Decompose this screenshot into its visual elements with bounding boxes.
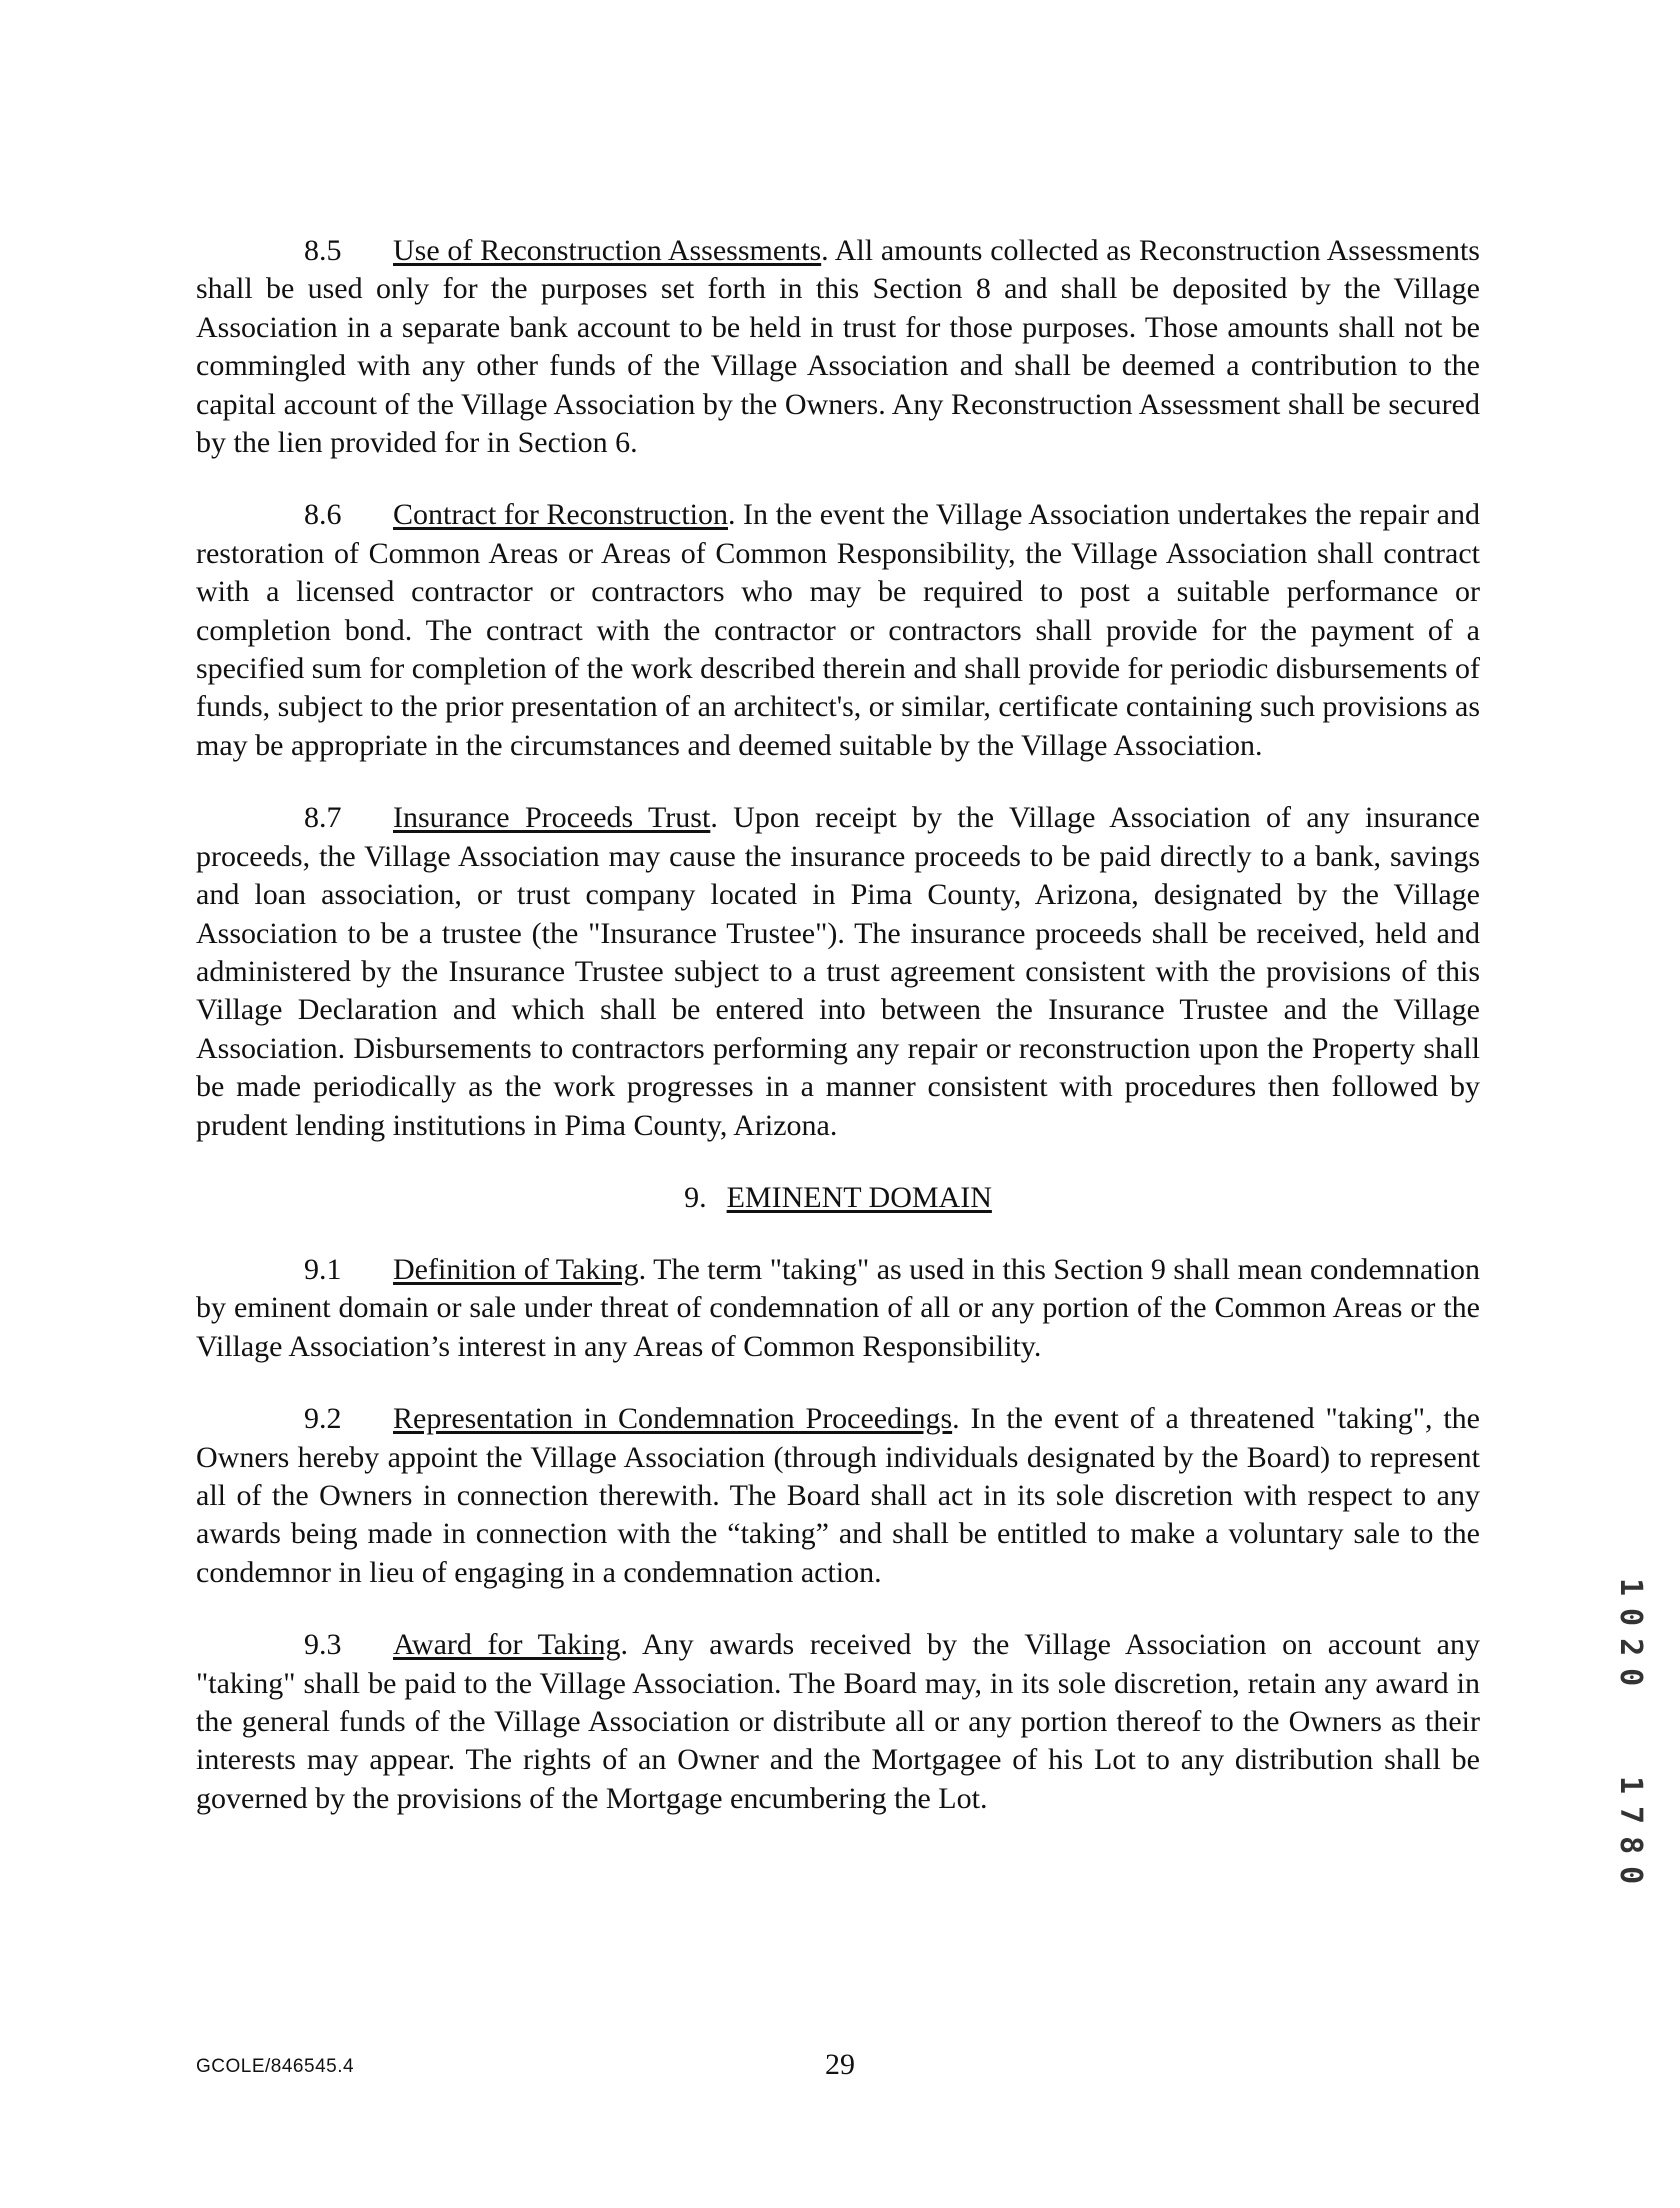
- paragraph-text: . In the event the Village Association undertakes the repair and restoration of Common Areas or Areas of Common Responsibility, the Village Association shall contract with a licensed contractor or contractors who may be required to post a suitable performance or completion bond. The contract with the contractor or contractors shall provide for the payment of a specified sum for completion of the work described therein and shall provide for periodic disbursements of funds, subject to the prior presentation of an architect's, or similar, certificate containing such provisions as may be appropriate in the circumstances and deemed suitable by the Village Association.: [196, 498, 1480, 762]
- margin-stamp-group-1: 1020: [1613, 1578, 1648, 1699]
- paragraph-9-2: [196, 1400, 1480, 1592]
- paragraph-number: 8.5: [304, 234, 342, 267]
- document-body: [196, 232, 1480, 1852]
- paragraph-text: . Any awards received by the Village Association on account any "taking" shall be paid to the Village Association. The Board may, in its sole discretion, retain any award in the general funds of the Village Association or distribute all or any portion thereof to the Owners as their interests may appear. The rights of an Owner and the Mortgagee of his Lot to any distribution shall be governed by the provisions of the Mortgage encumbering the Lot.: [196, 1628, 1481, 1815]
- footer-document-id: GCOLE/846545.4: [196, 2056, 355, 2077]
- paragraph-heading: Award for Taking: [393, 1628, 621, 1662]
- paragraph-number: 8.6: [304, 498, 342, 532]
- paragraph-text: . All amounts collected as Reconstruction Assessments shall be used only for the purposes set forth in this Section 8 and shall be deposited by the Village Association in a separate bank account to be held in trust for those purposes. Those amounts shall not be commingled with any other funds of the Village Association and shall be deemed a contribution to the capital account of the Village Association by the Owners. Any Reconstruction Assessment shall be secured by the lien provided for in Section 6.: [196, 234, 1480, 460]
- paragraph-9-1: [196, 1251, 1480, 1366]
- paragraph-heading: Insurance Proceeds Trust: [393, 801, 711, 835]
- paragraph-number: 9.1: [304, 1252, 342, 1286]
- paragraph-heading: Representation in Condemnation Proceedings: [393, 1402, 953, 1436]
- paragraph-number: 9.2: [304, 1402, 342, 1436]
- paragraph-heading: Contract for Reconstruction: [393, 498, 728, 532]
- paragraph-heading: Definition of Taking: [393, 1252, 639, 1286]
- section-heading-9: [196, 1179, 1480, 1217]
- margin-stamp-group-2: 1780: [1613, 1776, 1648, 1897]
- page-number: 29: [825, 2048, 855, 2081]
- paragraph-8-5: [196, 232, 1480, 462]
- section-number: 9.: [684, 1180, 707, 1214]
- paragraph-text: . Upon receipt by the Village Association of any insurance proceeds, the Village Association may cause the insurance proceeds to be paid directly to a bank, savings and loan association, or trust company located in Pima County, Arizona, designated by the Village Association to be a trustee (the "Insurance Trustee"). The insurance proceeds shall be received, held and administered by the Insurance Trustee subject to a trust agreement consistent with the provisions of this Village Declaration and which shall be entered into between the Insurance Trustee and the Village Association. Disbursements to contractors performing any repair or reconstruction upon the Property shall be made periodically as the work progresses in a manner consistent with procedures then followed by prudent lending institutions in Pima County, Arizona.: [196, 801, 1480, 1142]
- margin-stamp: [1614, 1578, 1654, 1900]
- paragraph-text: . The term "taking" as used in this Section 9 shall mean condemnation by eminent domain or sale under threat of condemnation of all or any portion of the Common Areas or the Village Association’s interest in any Areas of Common Responsibility.: [196, 1252, 1480, 1363]
- paragraph-8-7: [196, 799, 1480, 1145]
- paragraph-9-3: [196, 1626, 1480, 1818]
- section-title: EMINENT DOMAIN: [726, 1180, 992, 1214]
- paragraph-number: 8.7: [304, 801, 342, 835]
- paragraph-heading: Use of Reconstruction Assessments: [393, 234, 822, 267]
- paragraph-8-6: [196, 496, 1480, 765]
- paragraph-number: 9.3: [304, 1628, 342, 1662]
- paragraph-text: . In the event of a threatened "taking", the Owners hereby appoint the Village Association (through individuals designated by the Board) to represent all of the Owners in connection therewith. The Board shall act in its sole discretion with respect to any awards being made in connection with the “taking” and shall be entitled to make a voluntary sale to the condemnor in lieu of engaging in a condemnation action.: [196, 1402, 1480, 1589]
